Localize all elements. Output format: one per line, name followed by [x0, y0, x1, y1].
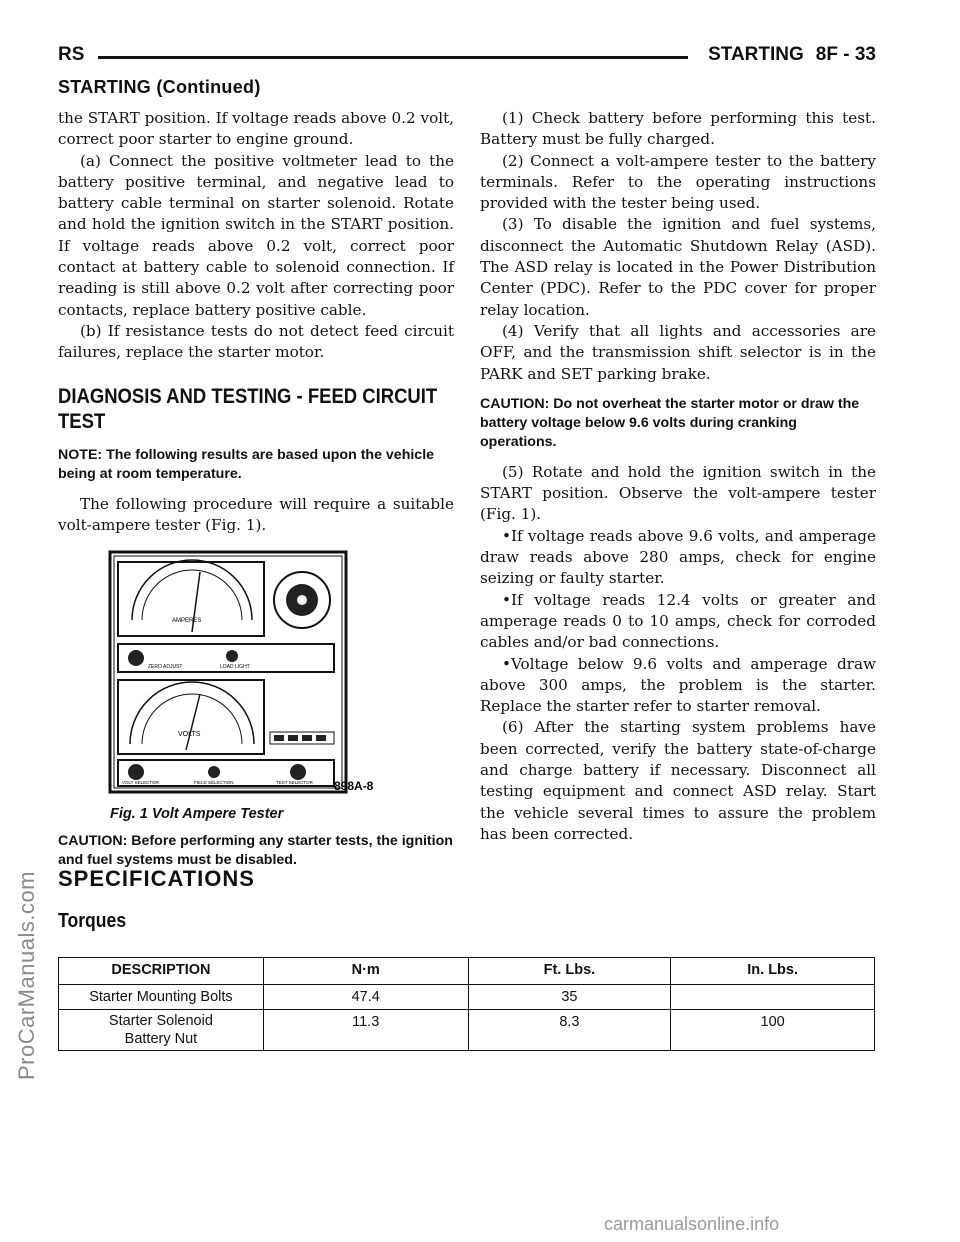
bullet-item: •If voltage reads 12.4 volts or greater and amperage reads 0 to 10 amps, check for corroded cables and/or bad connections. [480, 590, 876, 652]
table-cell: 47.4 [263, 985, 468, 1010]
bullet-item: •If voltage reads above 9.6 volts, and amperage draw reads above 280 amps, check for engine seizing or faulty starter. [480, 526, 876, 588]
column-header: Ft. Lbs. [468, 958, 671, 985]
header-section-code: RS [58, 44, 85, 65]
figure-code: 898A-8 [334, 779, 374, 794]
caution-text: CAUTION: Before performing any starter tests, the ignition and fuel systems must be disabled. [58, 833, 453, 869]
table-cell: 35 [468, 985, 671, 1010]
step-4: (4) Verify that all lights and accessories are OFF, and the transmission shift selector is in the PARK and SET parking brake. [480, 321, 876, 383]
section-heading: DIAGNOSIS AND TESTING - FEED CIRCUIT TEST [58, 384, 438, 433]
field-selection-label: FIELD SELECTION [194, 780, 234, 786]
table-row [59, 1010, 875, 1051]
test-selector-label: TEST SELECTOR [276, 780, 313, 786]
volt-ampere-tester-figure [102, 550, 378, 800]
header-right [696, 44, 876, 66]
amperes-label: AMPERES [172, 618, 202, 625]
paragraph: (a) Connect the positive voltmeter lead to the battery positive terminal, and negative lead to battery cable terminal on starter solenoid. Rotate and hold the ignition switch in the START position. If voltage reads above 0.2 volt, correct poor contact at battery cable to solenoid connection. If reading is still above 0.2 volt after correcting poor contacts, replace battery positive cable. [58, 151, 454, 319]
torques-heading: Torques [58, 910, 127, 932]
page-header [58, 44, 876, 68]
paragraph: The following procedure will require a suitable volt-ampere tester (Fig. 1). [58, 494, 454, 534]
figure-caption: Fig. 1 Volt Ampere Tester [110, 806, 284, 823]
zero-adjust-label: ZERO ADJUST [148, 664, 183, 671]
header-title: STARTING [708, 44, 804, 65]
bottom-watermark: carmanualsonline.info [604, 1214, 780, 1234]
bullet-item: •Voltage below 9.6 volts and amperage draw above 300 amps, the problem is the starter. Replace the starter refer to starter removal. [480, 654, 876, 716]
table-cell: Starter Mounting Bolts [59, 985, 264, 1010]
column-header: DESCRIPTION [59, 958, 264, 985]
table-cell [671, 985, 875, 1010]
table-cell: Starter Solenoid Battery Nut [59, 1010, 264, 1051]
header-page-number: 8F - 33 [815, 44, 876, 65]
table-header-row [59, 958, 875, 985]
load-light-label: LOAD LIGHT [220, 664, 250, 671]
header-rule [98, 56, 688, 59]
tester-illustration [102, 550, 378, 800]
torque-table [58, 957, 875, 1051]
left-column [58, 108, 454, 880]
step-2: (2) Connect a volt-ampere tester to the battery terminals. Refer to the operating instructions provided with the tester being used. [480, 151, 876, 213]
table-row [59, 985, 875, 1010]
continued-heading: STARTING (Continued) [58, 77, 261, 97]
table-cell: 11.3 [263, 1010, 468, 1051]
note-text: NOTE: The following results are based upon the vehicle being at room temperature. [58, 446, 435, 482]
side-watermark: ProCarManuals.com [14, 870, 39, 1080]
table-cell: 8.3 [468, 1010, 671, 1051]
column-header: N·m [263, 958, 468, 985]
step-1: (1) Check battery before performing this test. Battery must be fully charged. [480, 109, 876, 149]
paragraph: (b) If resistance tests do not detect feed circuit failures, replace the starter motor. [58, 321, 454, 362]
caution-text: CAUTION: Do not overheat the starter motor or draw the battery voltage below 9.6 volts during cranking operations. [480, 395, 860, 450]
table-cell: 100 [671, 1010, 875, 1051]
right-column [480, 108, 876, 845]
column-header: In. Lbs. [671, 958, 875, 985]
step-3: (3) To disable the ignition and fuel systems, disconnect the Automatic Shutdown Relay (ASD). The ASD relay is located in the Power Distribution Center (PDC). Refer to the PDC cover for proper relay location. [480, 215, 876, 319]
step-5: (5) Rotate and hold the ignition switch in the START position. Observe the volt-ampere tester (Fig. 1). [480, 462, 876, 524]
step-6: (6) After the starting system problems have been corrected, verify the battery state-of-charge and charge battery if necessary. Disconnect all testing equipment and connect ASD relay. Start the vehicle several times to assure the problem has been corrected. [480, 718, 876, 843]
volts-label: VOLTS [178, 731, 201, 739]
specifications-heading: SPECIFICATIONS [58, 866, 255, 891]
paragraph: the START position. If voltage reads above 0.2 volt, correct poor starter to engine ground. [58, 109, 454, 149]
volt-selector-label: VOLT SELECTOR [122, 780, 159, 786]
